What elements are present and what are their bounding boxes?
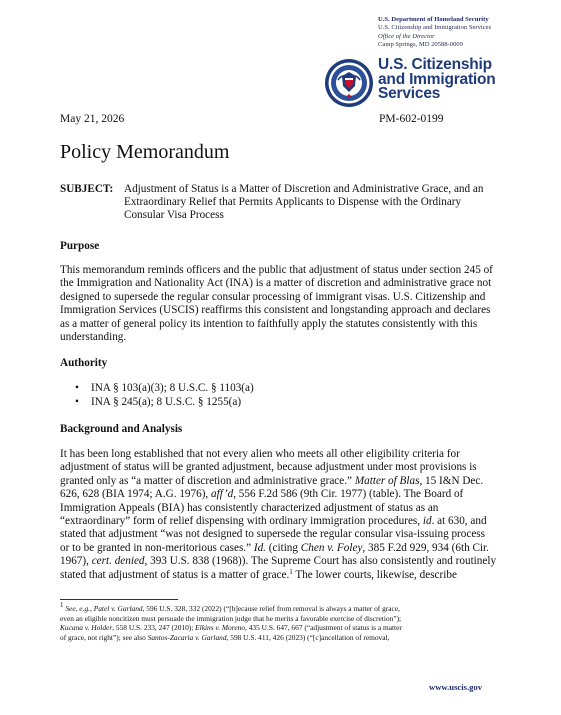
text-run: 626, 628 (BIA 1974; A.G. 1976), xyxy=(60,488,212,501)
text-line xyxy=(60,542,500,555)
page-title: Policy Memorandum xyxy=(60,141,230,163)
case-citation: cert. denied, xyxy=(91,555,148,568)
agency-address: Camp Springs, MD 20588-0009 xyxy=(378,41,463,49)
text-run: . at 630, and xyxy=(431,515,487,528)
text-run: granted only as “a matter of discretion and administrative grace.” xyxy=(60,474,355,487)
text-line xyxy=(60,555,500,568)
text-line xyxy=(60,488,500,501)
text-line: Immigration Services (USCIS) reaffirms this consistent and longstanding approach and declares xyxy=(60,304,491,317)
text-run: or to be granted in non-meritorious cases.” xyxy=(60,541,254,554)
text-line: stated that adjustment “was not designed to supersede the regular consular visa-issuing process xyxy=(60,528,486,541)
agency-address-block xyxy=(378,16,491,50)
subject-line: Consular Visa Process xyxy=(124,208,224,221)
signal-text: See, e.g. xyxy=(65,604,90,613)
text-run: of grace, not right”); see also xyxy=(60,632,148,642)
case-citation: Matter of Blas xyxy=(354,474,420,487)
purpose-heading: Purpose xyxy=(60,240,100,252)
text-line xyxy=(60,569,500,582)
case-citation: Elkins v. Moreno xyxy=(195,623,246,633)
department-name: U.S. Department of Homeland Security xyxy=(378,16,489,23)
text-run: , 435 U.S. 647, 667 (“adjustment of status is a matter xyxy=(245,623,402,633)
background-paragraph xyxy=(60,448,500,582)
logo-line-2: and Immigration xyxy=(378,70,496,88)
footnote-line: even an eligible noncitizen must persuade the immigration judge that he merits a favorable exercise of discretion”); xyxy=(60,613,402,623)
office-name: Office of the Director xyxy=(378,32,435,40)
case-citation: Santos-Zacaria v. Garland xyxy=(147,632,227,642)
footnote-line xyxy=(60,623,500,633)
text-run: stated that adjustment of status is a matter of grace. xyxy=(60,568,290,581)
text-run: , xyxy=(89,604,94,613)
text-line xyxy=(60,475,500,488)
text-run: , 598 U.S. 411, 426 (2023) (“[c]ancellation of removal, xyxy=(226,632,390,642)
purpose-paragraph xyxy=(60,264,500,344)
background-heading: Background and Analysis xyxy=(60,423,183,435)
footnote-divider xyxy=(60,599,178,600)
subject-label: SUBJECT: xyxy=(60,183,114,195)
text-run: (citing xyxy=(265,541,301,554)
subject-text xyxy=(124,183,489,221)
dhs-seal-icon xyxy=(324,58,374,108)
text-run: , 385 F.2d 929, 934 (6th Cir. xyxy=(362,541,489,554)
footnote-number: 1 xyxy=(60,601,64,609)
footnote-line xyxy=(60,601,500,614)
footnote-ref[interactable]: 1 xyxy=(289,567,293,576)
text-line: Immigration Appeals (BIA) has consistently characterized adjustment of status as an xyxy=(60,501,439,514)
website-link[interactable]: www.uscis.gov xyxy=(429,682,483,692)
text-line: as a matter of general policy its intention to faithfully apply the statutes consistently with this xyxy=(60,317,478,330)
text-line xyxy=(60,515,500,528)
footnote xyxy=(60,601,500,642)
text-line: adjustment of status will be granted adjustment, because adjustment under most provisions is xyxy=(60,461,477,474)
text-line: It has been long established that not every alien who meets all other eligibility criteria for xyxy=(60,448,460,460)
text-line: This memorandum reminds officers and the public that adjustment of status under section 245 of xyxy=(60,264,493,276)
authority-item: • INA § 103(a)(3); 8 U.S.C. § 1103(a) xyxy=(75,381,254,395)
text-line: designed to supersede the regular consular processing of immigrant visas. U.S. Citizenship and xyxy=(60,290,486,303)
text-run: , 558 U.S. 233, 247 (2010); xyxy=(112,623,196,633)
text-run: , 596 U.S. 328, 332 (2022) (“[b]ecause relief from removal is always a matter of grace, xyxy=(142,604,400,613)
agency-name: U.S. Citizenship and Immigration Services xyxy=(378,24,492,32)
authority-item: • INA § 245(a); 8 U.S.C. § 1255(a) xyxy=(75,395,254,409)
uscis-logo xyxy=(378,58,496,102)
text-run: 1967), xyxy=(60,555,92,568)
footnote-line xyxy=(60,633,500,643)
subject-line: Extraordinary Relief that Permits Applicants to Dispense with the Ordinary xyxy=(124,195,462,208)
subject-line: Adjustment of Status is a Matter of Discretion and Administrative Grace, and an xyxy=(124,183,484,195)
text-run: 393 U.S. 838 (1968)). The Supreme Court has also consistently and routinely xyxy=(147,555,497,568)
case-citation: Chen v. Foley xyxy=(300,541,363,554)
memo-number: PM-602-0199 xyxy=(379,113,444,125)
memo-date: May 21, 2026 xyxy=(60,113,125,125)
text-run: , 15 I&N Dec. xyxy=(419,474,484,487)
text-run: , 556 F.2d 586 (9th Cir. 1977) (table). The Board of xyxy=(233,488,464,501)
authority-list xyxy=(75,381,254,409)
text-run: “extraordinary” form of relief dispensing with ordinary immigration procedures, xyxy=(60,515,423,528)
logo-line-1: U.S. Citizenship xyxy=(378,56,492,73)
text-line: the Immigration and Nationality Act (INA) is a matter of discretion and administrative grace not xyxy=(60,277,492,290)
text-line: understanding. xyxy=(60,331,127,344)
case-citation: id xyxy=(422,515,432,528)
case-citation: Patel v. Garland xyxy=(93,604,143,613)
case-citation: Kucana v. Holder xyxy=(60,623,113,633)
case-citation: Id. xyxy=(253,541,266,554)
authority-heading: Authority xyxy=(60,357,108,369)
case-citation: aff’d xyxy=(211,488,234,501)
text-run: The lower courts, likewise, describe xyxy=(292,568,457,581)
logo-line-3: Services xyxy=(378,85,441,102)
